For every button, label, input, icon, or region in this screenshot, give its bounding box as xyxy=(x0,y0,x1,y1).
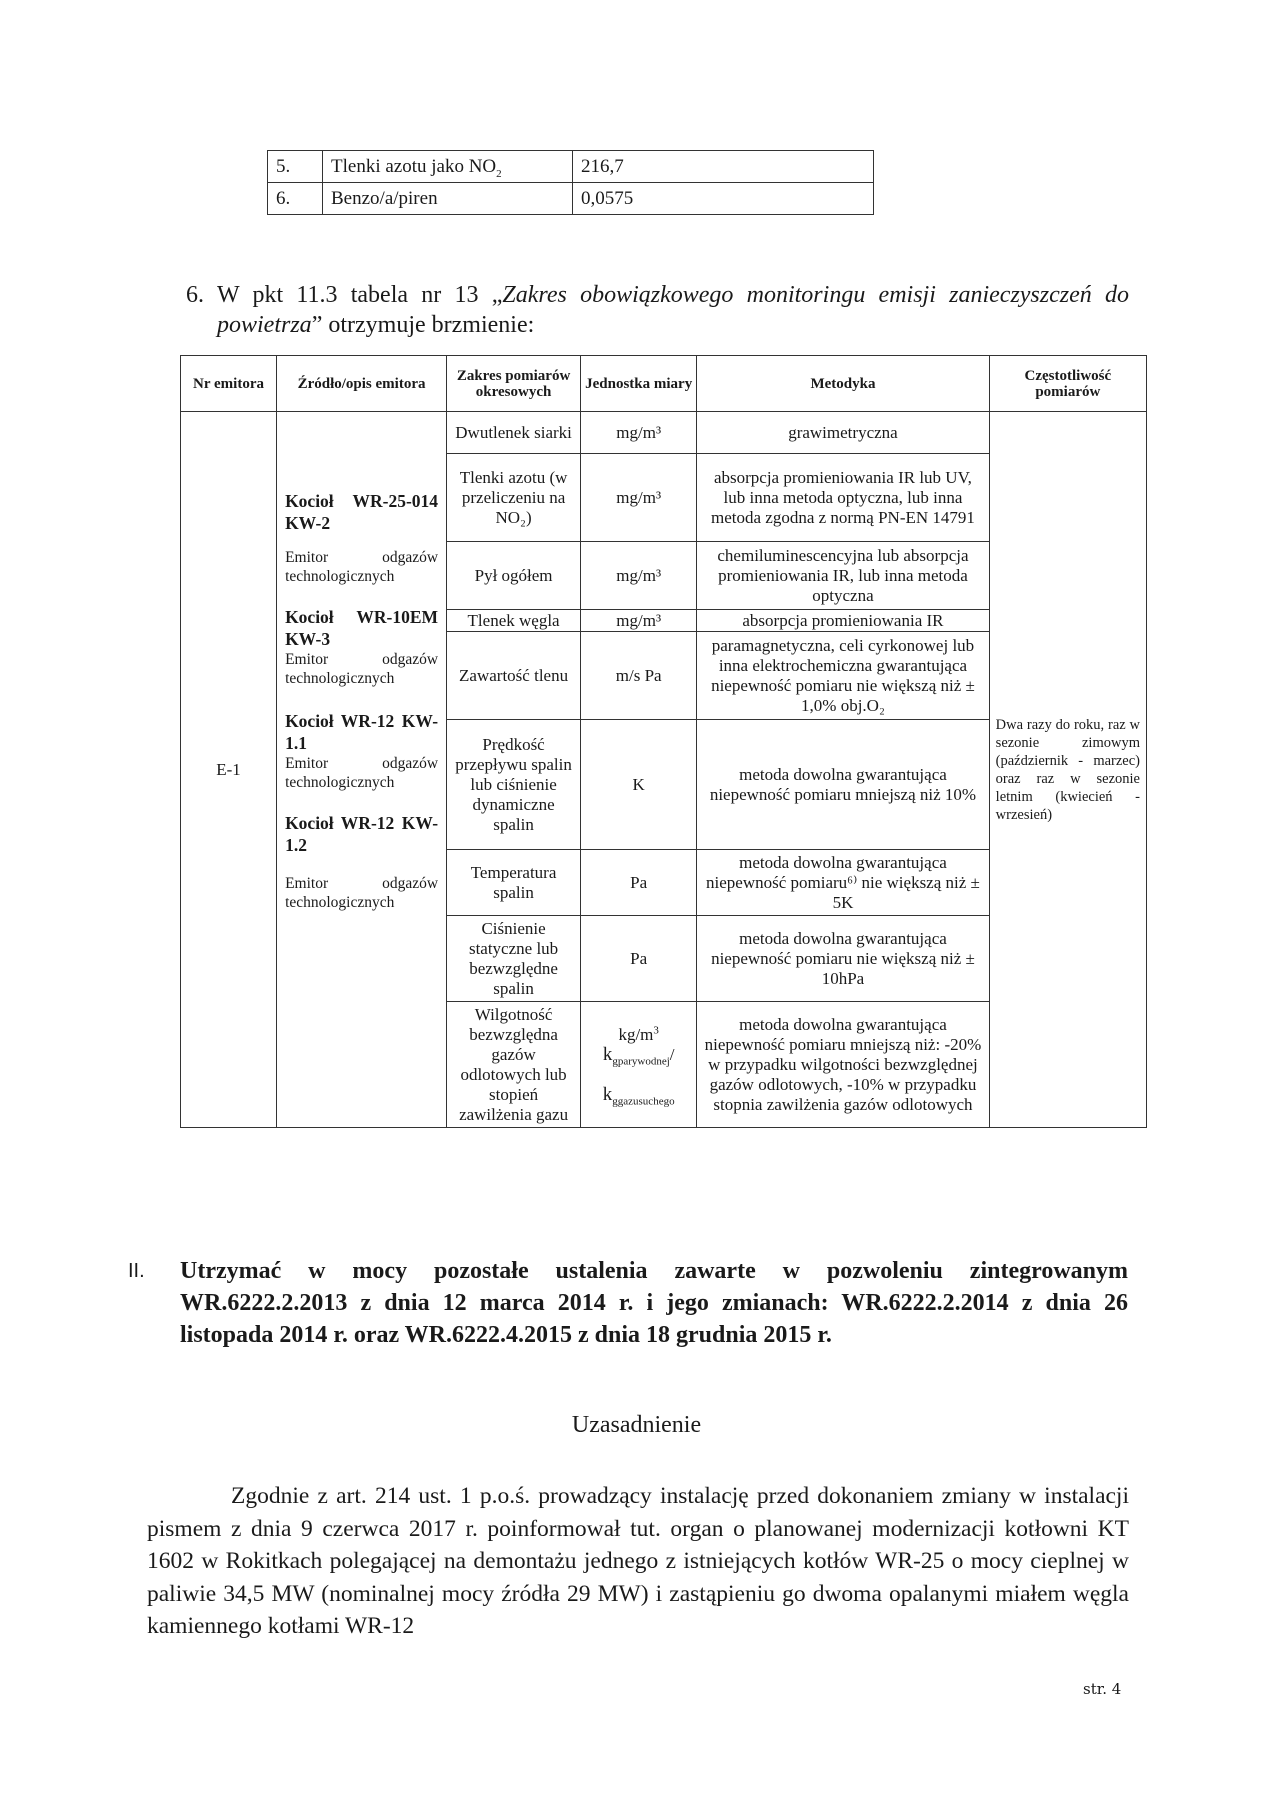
unit: mg/m³ xyxy=(581,454,697,542)
header-unit: Jednostka miary xyxy=(581,356,697,412)
substance-name: Tlenki azotu jako $NO_2$ xyxy=(323,151,573,183)
method: metoda dowolna gwarantująca niepewność pomiaru mniejszą niż: -20% w przypadku wilgotności bezwzględnej gazów odlotowych, -10% w przypadku stopnia zawilżenia gazów odlotowych xyxy=(697,1002,989,1128)
method: metoda dowolna gwarantująca niepewność pomiaru mniejszą niż 10% xyxy=(697,720,989,850)
table-title: Zakres obowiązkowego monitoringu emisji zanieczyszczeń do powietrza xyxy=(217,282,1130,338)
parameter: Pył ogółem xyxy=(447,542,581,610)
header-method: Metodyka xyxy=(697,356,989,412)
substance-name: Benzo/a/piren xyxy=(323,183,573,215)
unit: m/s Pa xyxy=(581,632,697,720)
justification-paragraph: Zgodnie z art. 214 ust. 1 p.o.ś. prowadzący instalację przed dokonaniem zmiany w instalacji pismem z dnia 9 czerwca 2017 r. poinformował tut. organ o planowanej modernizacji kotłowni KT 1602 w Rokitkach polegającej na demontażu jednego z istniejących kotłów WR-25 o mocy cieplnej w paliwie 34,5 MW (nominalnej mocy źródła 29 MW) i zastąpieniu go dwoma opalanymi miałem węgla kamiennego kotłami WR-12 xyxy=(147,1483,1129,1639)
unit: mg/m³ xyxy=(581,610,697,632)
method: absorpcja promieniowania IR xyxy=(697,610,989,632)
parameter: Temperatura spalin xyxy=(447,850,581,916)
parameter: Ciśnienie statyczne lub bezwzględne spalin xyxy=(447,916,581,1002)
table-header-row xyxy=(181,356,1147,412)
unit: Pa xyxy=(581,916,697,1002)
source-kw12: Kocioł WR-12 KW-1.2 Emitor odgazów technologicznych xyxy=(285,813,439,911)
header-nr: Nr emitora xyxy=(181,356,277,412)
section-number: II. xyxy=(128,1260,145,1282)
method: absorpcja promieniowania IR lub UV, lub inna metoda optyczna, lub inna metoda zgodna z normą PN-EN 14791 xyxy=(697,454,989,542)
parameter: Tlenki azotu (w przeliczeniu na NO₂) xyxy=(447,454,581,542)
parameter: Dwutlenek siarki xyxy=(447,412,581,454)
parameter: Prędkość przepływu spalin lub ciśnienie dynamiczne spalin xyxy=(447,720,581,850)
item-number: 6. xyxy=(186,282,204,308)
method: paramagnetyczna, celi cyrkonowej lub inna elektrochemiczna gwarantująca niepewność pomiaru nie większą niż ± 1,0% obj.O₂ xyxy=(697,632,989,720)
justification-heading: Uzasadnienie xyxy=(571,1412,702,1438)
unit: mg/m³ xyxy=(581,412,697,454)
unit: Pa xyxy=(581,850,697,916)
parameter: Zawartość tlenu xyxy=(447,632,581,720)
header-source: Źródło/opis emitora xyxy=(277,356,447,412)
method: grawimetryczna xyxy=(697,412,989,454)
item-text: W pkt 11.3 tabela nr 13 „Zakres obowiązkowego monitoringu emisji zanieczyszczeń do powietrza” otrzymuje brzmienie: xyxy=(217,282,1130,338)
row-number: 5. xyxy=(268,151,323,183)
method: chemiluminescencyjna lub absorpcja promieniowania IR, lub inna metoda optyczna xyxy=(697,542,989,610)
parameter: Tlenek węgla xyxy=(447,610,581,632)
row-number: 6. xyxy=(268,183,323,215)
substance-value: 216,7 xyxy=(573,151,874,183)
source-kw3: Kocioł WR-10EM KW-3 Emitor odgazów technologicznych xyxy=(285,607,439,687)
unit: $kg/m^3$ $k_{gparywodnej}/$ $k_{ggazusuchego}$ xyxy=(581,1002,697,1128)
substance-value: 0,0575 xyxy=(573,183,874,215)
header-range: Zakres pomiarów okresowych xyxy=(447,356,581,412)
emission-limits-table-fragment xyxy=(267,150,874,215)
method: metoda dowolna gwarantująca niepewność pomiaru nie większą niż ± 10hPa xyxy=(697,916,989,1002)
source-kw11: Kocioł WR-12 KW-1.1 Emitor odgazów technologicznych xyxy=(285,711,439,791)
header-frequency: Częstotliwość pomiarów xyxy=(989,356,1146,412)
measurement-frequency: Dwa razy do roku, raz w sezonie zimowym (październik - marzec) oraz raz w sezonie letnim (kwiecień - wrzesień) xyxy=(989,412,1146,1128)
emitter-number: E-1 xyxy=(181,412,277,1128)
table-row xyxy=(268,183,874,215)
unit: mg/m³ xyxy=(581,542,697,610)
source-kw2: Kocioł WR-25-014 KW-2 Emitor odgazów technologicznych xyxy=(285,491,439,585)
parameter: Wilgotność bezwzględna gazów odlotowych lub stopień zawilżenia gazu xyxy=(447,1002,581,1128)
page-number: str. 4 xyxy=(1083,1680,1122,1698)
table-row xyxy=(268,151,874,183)
section-text: Utrzymać w mocy pozostałe ustalenia zawarte w pozwoleniu zintegrowanym WR.6222.2.2013 z dnia 12 marca 2014 r. i jego zmianach: WR.6222.2.2014 z dnia 26 listopada 2014 r. oraz WR.6222.4.2015 z dnia 18 grudnia 2015 r. xyxy=(180,1258,1128,1348)
method: metoda dowolna gwarantująca niepewność pomiaru⁶⁾ nie większą niż ± 5K xyxy=(697,850,989,916)
table-row xyxy=(181,412,1147,454)
monitoring-table xyxy=(180,355,1147,1128)
source-description xyxy=(277,412,447,1128)
unit: K xyxy=(581,720,697,850)
